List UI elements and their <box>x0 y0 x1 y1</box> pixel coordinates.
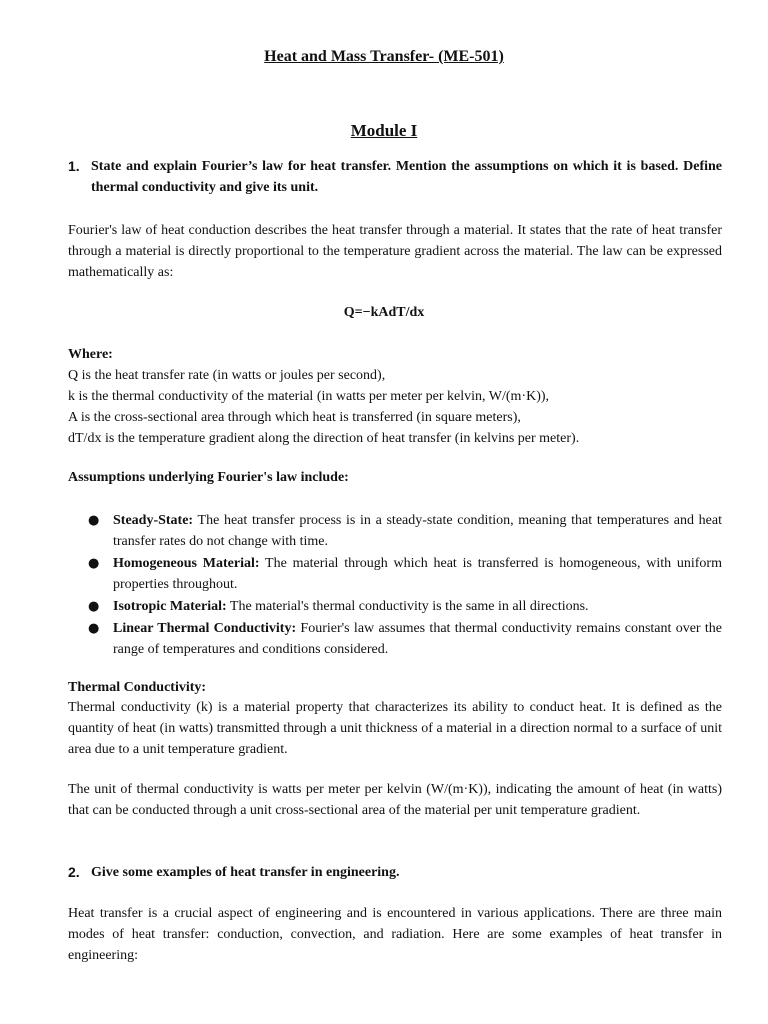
document-title: Heat and Mass Transfer- (ME-501) <box>264 48 504 65</box>
assumption-term: Steady-State: <box>113 513 194 528</box>
list-item <box>68 618 722 660</box>
assumption-text: Fourier's law assumes that thermal conductivity remains constant over the range of temperatures and conditions considered. <box>113 621 722 657</box>
question-2-number: 2. <box>68 864 80 880</box>
assumption-term: Homogeneous Material: <box>113 556 260 571</box>
where-heading: Where: <box>68 347 113 362</box>
assumption-text: The heat transfer process is in a steady-state condition, meaning that temperatures and heat transfer rates do not change with time. <box>113 513 722 549</box>
assumption-text: The material's thermal conductivity is the same in all directions. <box>226 599 589 614</box>
bullet-icon: ● <box>88 599 100 614</box>
fourier-intro-paragraph: Fourier's law of heat conduction describes the heat transfer through a material. It states that the rate of heat transfer through a material is directly proportional to the temperature gradient across the material. The law can be expressed mathematically as: <box>68 223 722 280</box>
variable-definition-dtdx: dT/dx is the temperature gradient along the direction of heat transfer (in kelvins per meter). <box>68 431 580 446</box>
bullet-icon: ● <box>88 556 100 571</box>
list-item <box>68 596 722 617</box>
bullet-icon: ● <box>88 513 100 528</box>
thermal-conductivity-heading: Thermal Conductivity: <box>68 680 207 695</box>
variable-definition-a: A is the cross-sectional area through which heat is transferred (in square meters), <box>68 410 521 425</box>
variable-definition-q: Q is the heat transfer rate (in watts or joules per second), <box>68 368 386 383</box>
assumption-term: Linear Thermal Conductivity: <box>113 621 297 636</box>
assumptions-heading: Assumptions underlying Fourier's law include: <box>68 470 349 485</box>
list-item <box>68 510 722 552</box>
thermal-conductivity-definition: Thermal conductivity (k) is a material property that characterizes its ability to conduct heat. It is defined as the quantity of heat (in watts) transmitted through a unit thickness of a material in a direction normal to a surface of unit area due to a unit temperature gradient. <box>68 700 722 757</box>
fourier-formula: Q=−kAdT/dx <box>343 305 425 320</box>
assumption-term: Isotropic Material: <box>113 599 227 614</box>
question-1-number: 1. <box>68 158 80 174</box>
thermal-conductivity-unit: The unit of thermal conductivity is watts per meter per kelvin (W/(m·K)), indicating the amount of heat (in watts) that can be conducted through a unit cross-sectional area of the material per unit temperature gradient. <box>68 782 722 818</box>
module-heading: Module I <box>350 121 418 140</box>
heat-transfer-intro-paragraph: Heat transfer is a crucial aspect of engineering and is encountered in various applications. There are three main modes of heat transfer: conduction, convection, and radiation. Here are some examples of heat transfer in engineering: <box>68 906 722 963</box>
question-1-text: State and explain Fourier’s law for heat transfer. Mention the assumptions on which it is based. Define thermal conductivity and give its unit. <box>91 159 722 195</box>
question-2 <box>68 862 722 883</box>
assumptions-list <box>68 510 722 661</box>
question-2-text: Give some examples of heat transfer in engineering. <box>91 865 400 880</box>
bullet-icon: ● <box>88 621 100 636</box>
assumption-text: The material through which heat is transferred is homogeneous, with uniform properties throughout. <box>113 556 722 592</box>
list-item <box>68 553 722 595</box>
question-1 <box>68 156 722 198</box>
variable-definitions <box>68 365 722 449</box>
variable-definition-k: k is the thermal conductivity of the material (in watts per meter per kelvin, W/(m·K)), <box>68 389 550 404</box>
